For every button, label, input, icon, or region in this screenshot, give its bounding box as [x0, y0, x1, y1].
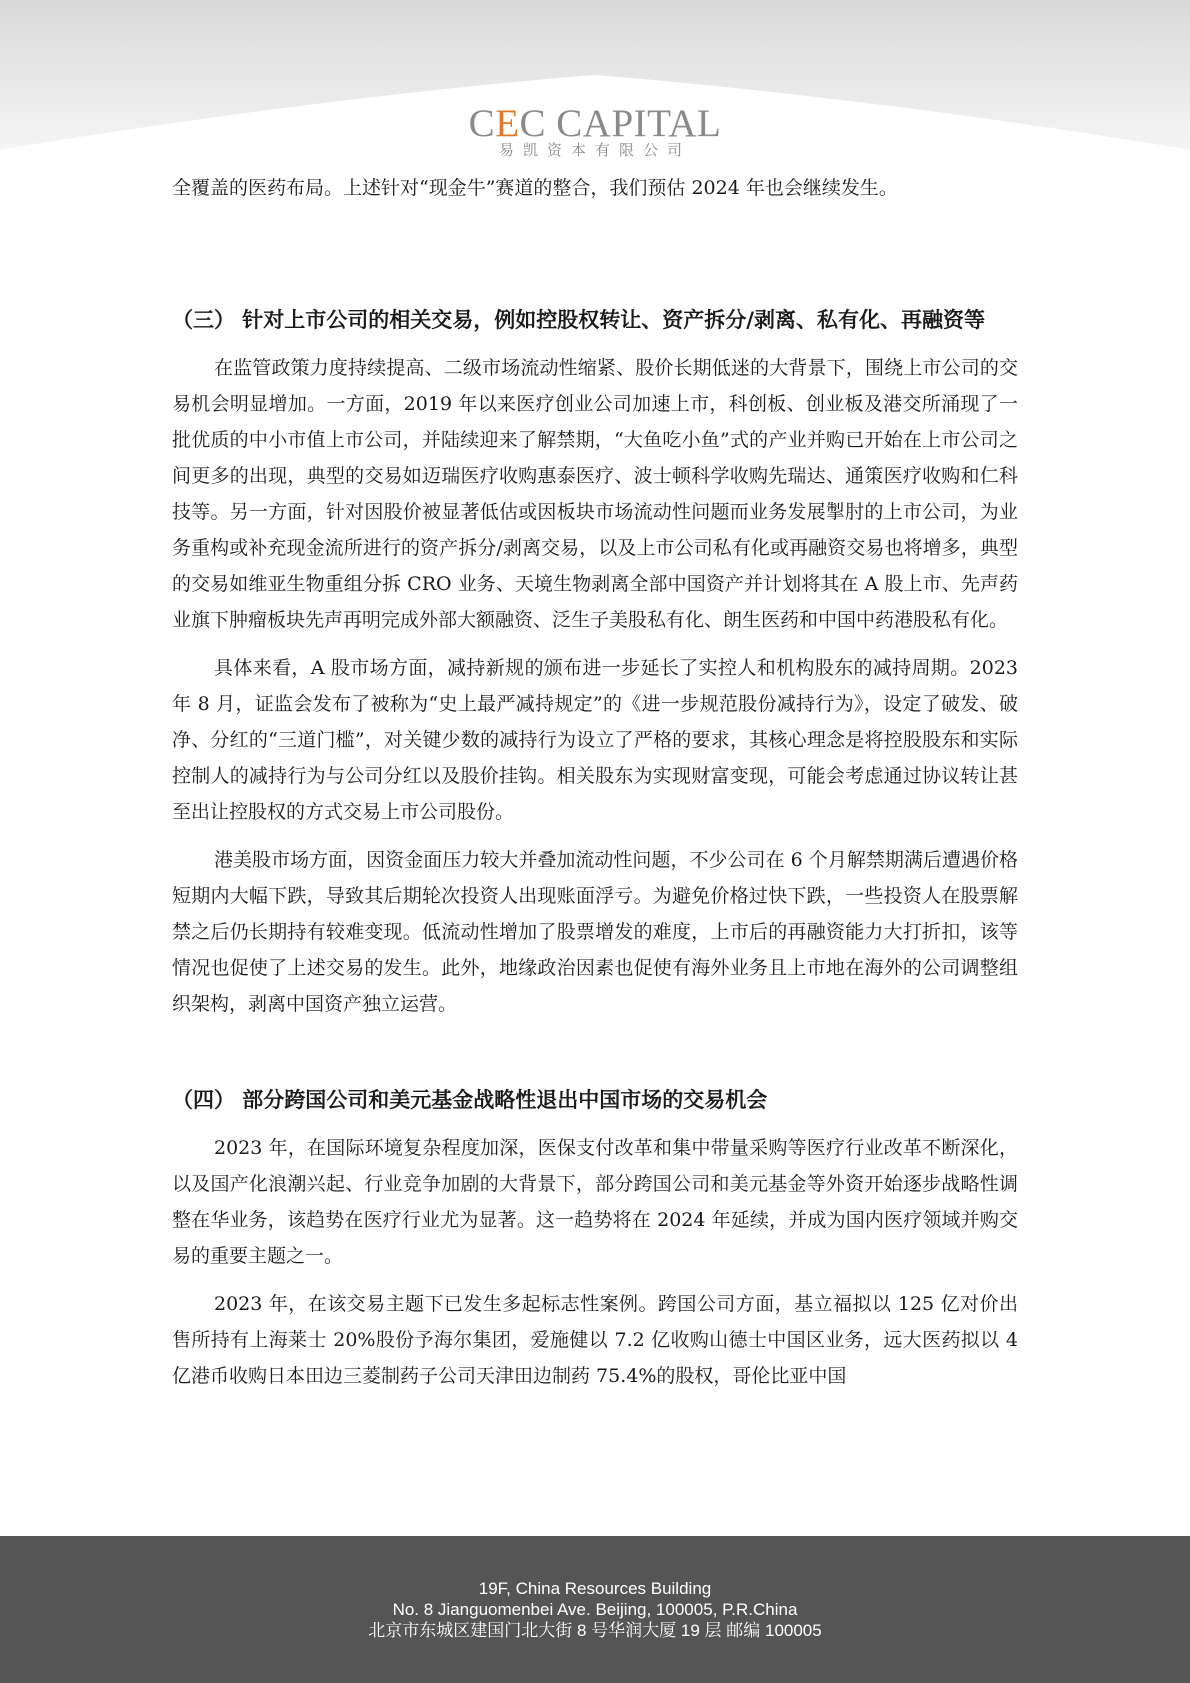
section-4-paragraph-2: 2023 年，在该交易主题下已发生多起标志性案例。跨国公司方面，基立福拟以 125 亿对价出售所持有上海莱士 20%股份予海尔集团，爱施健以 7.2 亿收购山德士中国区业务，远大医药拟以 4 亿港币收购日本田边三菱制药子公司天津田边制药 75.4%的股权，哥伦比亚中国 [172, 1293, 1018, 1387]
section-4-heading: （四） 部分跨国公司和美元基金战略性退出中国市场的交易机会 [172, 1088, 768, 1112]
footer-address-line-1: 19F, China Resources Building [478, 1579, 712, 1598]
page-header [0, 0, 1190, 165]
page-footer [0, 1536, 1190, 1683]
spacer [172, 206, 1018, 302]
intro-line: 全覆盖的医药布局。上述针对“现金牛”赛道的整合，我们预估 2024 年也会继续发生。 [172, 177, 898, 199]
spacer [172, 1022, 1018, 1082]
footer-address [0, 1536, 1190, 1641]
company-logo [0, 104, 1190, 143]
spacer [172, 1118, 1018, 1130]
section-3-paragraph-3: 港美股市场方面，因资金面压力较大并叠加流动性问题，不少公司在 6 个月解禁期满后遭遇价格短期内大幅下跌，导致其后期轮次投资人出现账面浮亏。为避免价格过快下跌，一些投资人在股票解禁之后仍长期持有较难变现。低流动性增加了股票增发的难度，上市后的再融资能力大打折扣，该等情况也促使了上述交易的发生。此外，地缘政治因素也促使有海外业务且上市地在海外的公司调整组织架构，剥离中国资产独立运营。 [172, 849, 1018, 1015]
spacer [172, 338, 1018, 350]
footer-address-line-3: 北京市东城区建国门北大街 8 号华润大厦 19 层 邮编 100005 [368, 1621, 822, 1640]
logo-suffix: C CAPITAL [519, 102, 722, 145]
footer-address-line-2: No. 8 Jianguomenbei Ave. Beijing, 100005, P.R.China [392, 1600, 798, 1619]
document-body [172, 170, 1018, 1394]
spacer [172, 1274, 1018, 1286]
section-3-paragraph-2: 具体来看，A 股市场方面，减持新规的颁布进一步延长了实控人和机构股东的减持周期。2023 年 8 月，证监会发布了被称为“史上最严减持规定”的《进一步规范股份减持行为》，设定了破发、破净、分红的“三道门槛”，对关键少数的减持行为设立了严格的要求，其核心理念是将控股股东和实际控制人的减持行为与公司分红以及股价挂钩。相关股东为实现财富变现，可能会考虑通过协议转让甚至出让控股权的方式交易上市公司股份。 [172, 657, 1018, 823]
logo-accent-letter: E [495, 102, 520, 145]
section-3-heading: （三） 针对上市公司的相关交易，例如控股权转让、资产拆分/剥离、私有化、再融资等 [172, 308, 985, 332]
company-logo-chinese: 易凯资本有限公司 [498, 141, 691, 159]
spacer [172, 830, 1018, 842]
section-3-paragraph-1: 在监管政策力度持续提高、二级市场流动性缩紧、股价长期低迷的大背景下，围绕上市公司的交易机会明显增加。一方面，2019 年以来医疗创业公司加速上市，科创板、创业板及港交所涌现了一批优质的中小市值上市公司，并陆续迎来了解禁期，“大鱼吃小鱼”式的产业并购已开始在上市公司之间更多的出现，典型的交易如迈瑞医疗收购惠泰医疗、波士顿科学收购先瑞达、通策医疗收购和仁科技等。另一方面，针对因股价被显著低估或因板块市场流动性问题而业务发展掣肘的上市公司，为业务重构或补充现金流所进行的资产拆分/剥离交易，以及上市公司私有化或再融资交易也将增多，典型的交易如维亚生物重组分拆 CRO 业务、天境生物剥离全部中国资产并计划将其在 A 股上市、先声药业旗下肿瘤板块先声再明完成外部大额融资、泛生子美股私有化、朗生医药和中国中药港股私有化。 [172, 357, 1018, 631]
spacer [172, 638, 1018, 650]
section-4-paragraph-1: 2023 年，在国际环境复杂程度加深，医保支付改革和集中带量采购等医疗行业改革不断深化，以及国产化浪潮兴起、行业竞争加剧的大背景下，部分跨国公司和美元基金等外资开始逐步战略性调整在华业务，该趋势在医疗行业尤为显著。这一趋势将在 2024 年延续，并成为国内医疗领域并购交易的重要主题之一。 [172, 1137, 1018, 1267]
logo-prefix: C [468, 102, 496, 145]
